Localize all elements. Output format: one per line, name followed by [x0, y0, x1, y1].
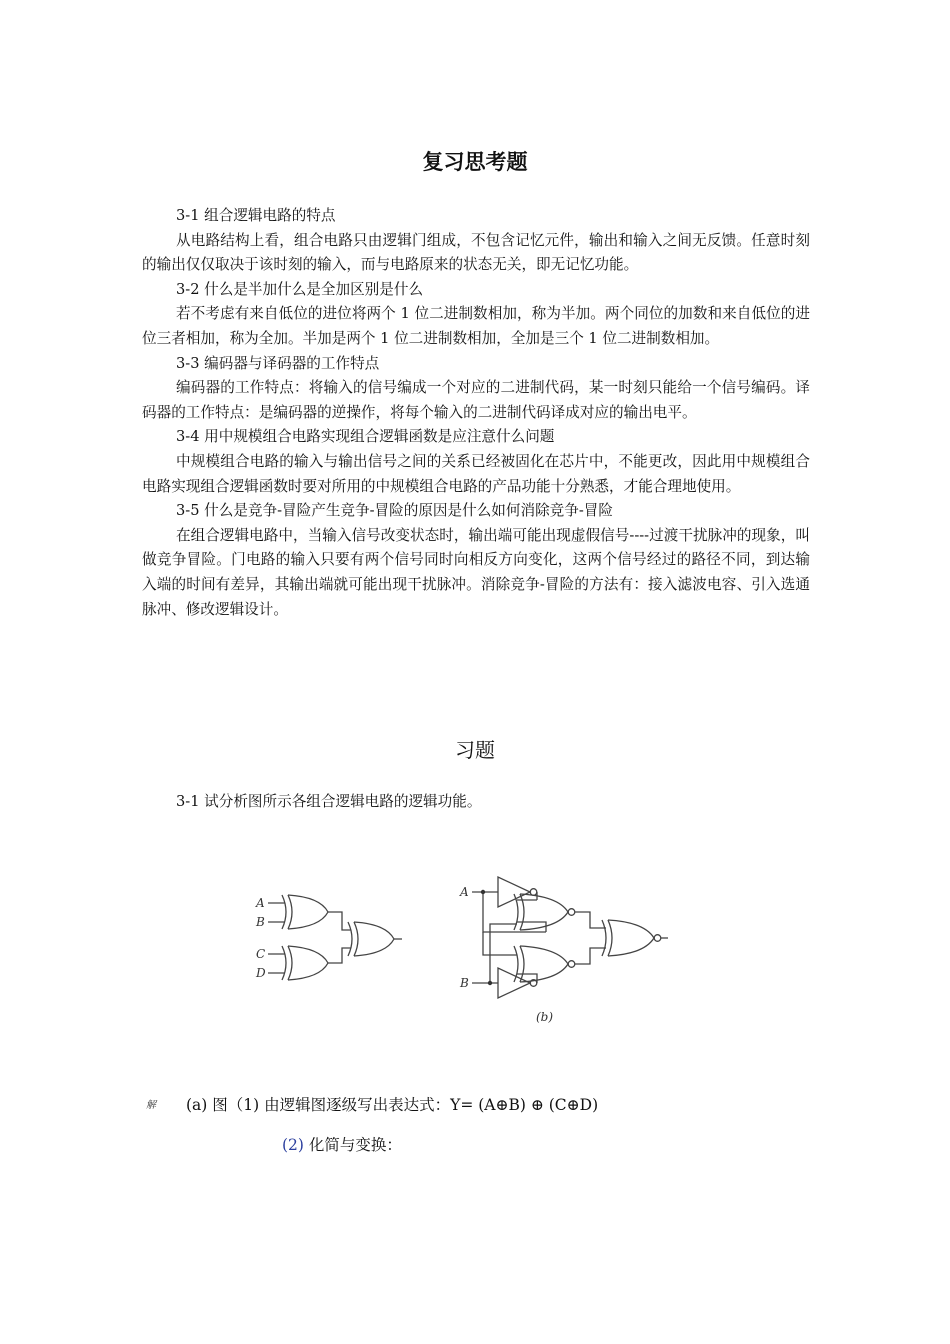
- answer-paragraph: 中规模组合电路的输入与输出信号之间的关系已经被固化在芯片中，不能更改，因此用中规模组合电路实现组合逻辑函数时要对所用的中规模组合电路的产品功能十分熟悉，才能合理地使用。: [142, 452, 810, 495]
- answer-paragraph: 从电路结构上看，组合电路只由逻辑门组成，不包含记忆元件，输出和输入之间无反馈。任意时刻的输出仅仅取决于该时刻的输入，而与电路原来的状态无关，即无记忆功能。: [142, 231, 810, 274]
- logic-circuit-figure: [250, 860, 690, 1040]
- solution-line-1: (a) 图（1) 由逻辑图逐级写出表达式：Y= (A⊕B) ⊕ (C⊕D): [186, 1096, 599, 1114]
- solution-step-number: (2): [282, 1136, 304, 1154]
- label-a-D: D: [256, 966, 266, 980]
- answer-paragraph: 在组合逻辑电路中，当输入信号改变状态时，输出端可能出现虚假信号----过渡干扰脉冲的现象，叫做竞争冒险。门电路的输入只要有两个信号同时向相反方向变化，这两个信号经过的路径不同，到达输入端的时间有差异，其输出端就可能出现干扰脉冲。消除竞争-冒险的方法有：接入滤波电容、引入选通脉冲、修改逻辑设计。: [142, 526, 810, 618]
- exercises-title: 习题: [455, 738, 495, 762]
- label-a-C: C: [256, 947, 266, 961]
- label-b-A: A: [460, 885, 469, 899]
- circuit-b: [472, 877, 668, 998]
- exercise-3-1: 3-1 试分析图所示各组合逻辑电路的逻辑功能。: [176, 793, 482, 810]
- label-b-B: B: [460, 976, 469, 990]
- solution-step-text: 化简与变换：: [308, 1136, 402, 1154]
- label-a-B: B: [256, 915, 265, 929]
- label-a-A: A: [256, 896, 265, 910]
- review-questions: [142, 204, 810, 622]
- circuit-a: [268, 895, 402, 980]
- solution-line-2: [282, 1133, 402, 1155]
- figure-b-caption: (b): [536, 1010, 554, 1024]
- question-heading: 3-5 什么是竞争-冒险产生竞争-冒险的原因是什么如何消除竞争-冒险: [176, 502, 613, 520]
- question-heading: 3-2 什么是半加什么是全加区别是什么: [176, 280, 424, 298]
- page-title: 复习思考题: [422, 150, 528, 174]
- answer-paragraph: 若不考虑有来自低位的进位将两个 1 位二进制数相加，称为半加。两个同位的加数和来自低位的进位三者相加，称为全加。半加是两个 1 位二进制数相加，全加是三个 1 位二进制数相加。: [142, 305, 810, 347]
- solution-tag: 解: [146, 1100, 156, 1111]
- answer-paragraph: 编码器的工作特点：将输入的信号编成一个对应的二进制代码，某一时刻只能给一个信号编码。译码器的工作特点：是编码器的逆操作，将每个输入的二进制代码译成对应的输出电平。: [142, 379, 810, 421]
- question-heading: 3-3 编码器与译码器的工作特点: [176, 354, 380, 372]
- question-heading: 3-1 组合逻辑电路的特点: [176, 207, 336, 224]
- question-heading: 3-4 用中规模组合电路实现组合逻辑函数是应注意什么问题: [176, 428, 555, 446]
